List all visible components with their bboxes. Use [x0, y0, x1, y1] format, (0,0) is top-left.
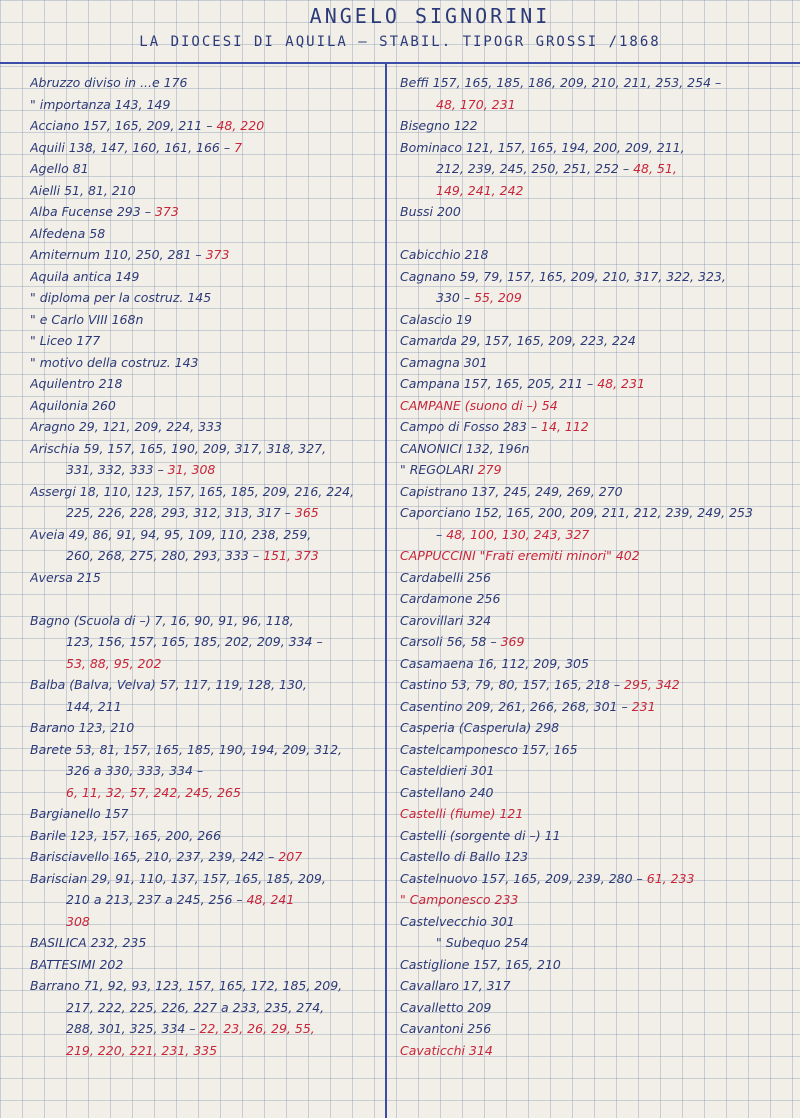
index-entry [30, 696, 380, 718]
entry-text: " Subequo 254 [436, 935, 529, 950]
entry-text: Aragno 29, 121, 209, 224, 333 [30, 419, 222, 434]
index-entry [400, 803, 792, 825]
index-entry [400, 137, 792, 159]
index-entry [30, 674, 380, 696]
entry-text: 144, 211 [66, 698, 122, 714]
index-entry [400, 395, 792, 417]
index-entry [30, 72, 380, 94]
entry-text: 123, 156, 157, 165, 185, 202, 209, 334 – [66, 634, 323, 649]
entry-text: " REGOLARI [400, 462, 474, 477]
entry-text: Camarda 29, 157, 165, 209, 223, 224 [400, 333, 636, 348]
index-entry [400, 438, 792, 460]
entry-text: Bagno (Scuola di –) 7, 16, 90, 91, 96, 118, [30, 612, 294, 628]
index-entry [30, 330, 380, 352]
index-entry [400, 94, 792, 116]
index-entry [400, 309, 792, 331]
entry-red-pages: 48, 241 [242, 892, 295, 907]
index-entry [400, 567, 792, 589]
index-entry [400, 416, 792, 438]
entry-red-pages: 14, 112 [537, 419, 589, 434]
index-entry [30, 567, 380, 589]
index-entry [30, 868, 380, 890]
index-entry [400, 158, 792, 180]
index-entry [400, 631, 792, 653]
entry-text: 330 – [436, 290, 471, 305]
entry-text: Aielli 51, 81, 210 [30, 182, 136, 198]
entry-text: Carovillari 324 [400, 612, 492, 628]
index-entry [400, 782, 792, 804]
entry-text: Campo di Fosso 283 – [400, 419, 538, 434]
entry-text: Castino 53, 79, 80, 157, 165, 218 – [400, 677, 621, 692]
entry-text: Aveia 49, 86, 91, 94, 95, 109, 110, 238, 259, [30, 526, 312, 542]
index-entry [30, 115, 380, 137]
entry-text: 260, 268, 275, 280, 293, 333 – [66, 548, 260, 563]
index-entry [30, 760, 380, 782]
index-entry [30, 180, 380, 202]
entry-red-pages: 61, 233 [642, 870, 695, 886]
entry-text: Casteldieri 301 [400, 763, 495, 778]
entry-text: CAMPANE (suono di –) 54 [400, 397, 558, 413]
index-entry [400, 954, 792, 976]
index-entry [400, 1040, 792, 1062]
entry-red-pages: 48, 231 [593, 376, 645, 391]
entry-text: Cavaticchi 314 [400, 1042, 493, 1058]
index-entry [400, 932, 792, 954]
index-entry [400, 653, 792, 675]
index-entry [400, 244, 792, 266]
entry-text: Casentino 209, 261, 266, 268, 301 – [400, 698, 628, 714]
index-entry [30, 739, 380, 761]
entry-text: Camagna 301 [400, 354, 488, 370]
entry-text: 210 a 213, 237 a 245, 256 – [66, 892, 243, 907]
index-column-left [30, 72, 380, 1061]
entry-text: Campana 157, 165, 205, 211 – [400, 376, 594, 391]
entry-text: Barano 123, 210 [30, 720, 135, 735]
index-entry [400, 287, 792, 309]
index-entry [30, 395, 380, 417]
entry-text: – [436, 526, 443, 542]
entry-text: 212, 239, 245, 250, 251, 252 – [436, 161, 630, 176]
entry-text: Bariscian 29, 91, 110, 137, 157, 165, 185, 209, [30, 870, 326, 886]
entry-red-pages: 31, 308 [163, 462, 216, 477]
entry-text: " Liceo 177 [30, 333, 101, 348]
entry-text: Cavallaro 17, 317 [400, 978, 511, 993]
index-entry [30, 309, 380, 331]
index-entry [400, 610, 792, 632]
index-entry [400, 760, 792, 782]
entry-text: BASILICA 232, 235 [30, 935, 147, 950]
index-entry [400, 911, 792, 933]
index-entry [400, 975, 792, 997]
author-name: ANGELO SIGNORINI [309, 4, 551, 28]
entry-text: Aquilonia 260 [30, 397, 116, 413]
entry-text: " motivo della costruz. 143 [30, 354, 199, 370]
entry-red-pages: 48, 220 [212, 118, 265, 133]
entry-red-pages: 365 [290, 505, 319, 520]
index-entry [30, 717, 380, 739]
entry-text: Carsoli 56, 58 – [400, 634, 497, 649]
index-entry [30, 223, 380, 245]
index-entry [30, 911, 380, 933]
blank-line [400, 223, 792, 245]
index-entry [30, 94, 380, 116]
index-entry [30, 846, 380, 868]
index-entry [400, 352, 792, 374]
entry-text: Castelvecchio 301 [400, 913, 515, 929]
source-reference: LA DIOCESI DI AQUILA – STABIL. TIPOGR GROSSI /1868 [139, 34, 661, 50]
entry-text: Abruzzo diviso in ...e 176 [30, 75, 188, 90]
index-entry [400, 997, 792, 1019]
entry-text: Beffi 157, 165, 185, 186, 209, 210, 211, 253, 254 – [400, 75, 722, 90]
index-entry [400, 889, 792, 911]
index-entry [400, 545, 792, 567]
index-entry [30, 137, 380, 159]
entry-text: 326 a 330, 333, 334 – [66, 763, 204, 778]
entry-text: Bargianello 157 [30, 806, 129, 821]
entry-red-pages: 22, 23, 26, 29, 55, [195, 1021, 315, 1036]
index-entry [400, 459, 792, 481]
index-entry [400, 868, 792, 890]
entry-red-pages: 151, 373 [259, 548, 319, 563]
entry-text: Bominaco 121, 157, 165, 194, 200, 209, 211, [400, 139, 685, 155]
entry-text: Castiglione 157, 165, 210 [400, 956, 561, 972]
entry-text: Cavantoni 256 [400, 1021, 492, 1036]
index-entry [30, 158, 380, 180]
entry-text: Aquilentro 218 [30, 376, 123, 391]
index-entry [30, 201, 380, 223]
page-header [0, 4, 800, 50]
index-entry [400, 330, 792, 352]
index-entry [30, 1018, 380, 1040]
entry-text: Aquila antica 149 [30, 268, 140, 284]
entry-text: Aversa 215 [30, 569, 101, 585]
entry-red-pages: 53, 88, 95, 202 [66, 655, 162, 671]
index-entry [30, 825, 380, 847]
index-entry [400, 588, 792, 610]
entry-text: Cagnano 59, 79, 157, 165, 209, 210, 317, 322, 323, [400, 268, 726, 284]
entry-text: 288, 301, 325, 334 – [66, 1021, 196, 1036]
entry-text: " e Carlo VIII 168n [30, 311, 144, 327]
entry-text: Balba (Balva, Velva) 57, 117, 119, 128, 130, [30, 677, 307, 692]
index-entry [400, 717, 792, 739]
entry-text: Bisegno 122 [400, 118, 478, 133]
index-entry [30, 975, 380, 997]
index-entry [400, 266, 792, 288]
entry-text: Castelli (sorgente di –) 11 [400, 827, 561, 843]
index-entry [400, 739, 792, 761]
entry-text: Arischia 59, 157, 165, 190, 209, 317, 318, 327, [30, 440, 327, 456]
entry-text: CANONICI 132, 196n [400, 440, 530, 456]
entry-text: Cardamone 256 [400, 591, 501, 606]
entry-text: 331, 332, 333 – [66, 462, 164, 477]
entry-red-pages: 231 [627, 698, 656, 714]
entry-red-pages: 48, 51, [629, 161, 677, 176]
entry-red-pages: 207 [274, 849, 303, 864]
index-entry [30, 782, 380, 804]
entry-text: Calascio 19 [400, 311, 472, 327]
entry-text: 225, 226, 228, 293, 312, 313, 317 – [66, 505, 291, 520]
entry-text: Barile 123, 157, 165, 200, 266 [30, 827, 222, 843]
index-entry [30, 524, 380, 546]
entry-text: Castello di Ballo 123 [400, 849, 529, 864]
entry-text: " importanza 143, 149 [30, 96, 171, 112]
entry-text: Bussi 200 [400, 204, 461, 219]
entry-text: Capistrano 137, 245, 249, 269, 270 [400, 483, 623, 499]
index-entry [30, 266, 380, 288]
entry-red-pages: 48, 100, 130, 243, 327 [442, 526, 590, 542]
header-divider [0, 62, 800, 64]
index-entry [400, 115, 792, 137]
entry-text: Cabicchio 218 [400, 247, 489, 262]
entry-text: 217, 222, 225, 226, 227 a 233, 235, 274, [66, 999, 325, 1015]
index-entry [30, 610, 380, 632]
entry-text: Alfedena 58 [30, 225, 106, 241]
entry-text: Agello 81 [30, 161, 89, 176]
entry-red-pages: 55, 209 [470, 290, 522, 305]
entry-red-pages: 6, 11, 32, 57, 242, 245, 265 [66, 784, 241, 800]
blank-line [30, 588, 380, 610]
entry-red-pages: 279 [473, 462, 502, 477]
entry-text: Barete 53, 81, 157, 165, 185, 190, 194, 209, 312, [30, 741, 342, 757]
entry-text: " Camponesco 233 [400, 892, 519, 907]
index-entry [400, 1018, 792, 1040]
index-entry [400, 846, 792, 868]
entry-red-pages: 295, 342 [620, 677, 680, 692]
entry-red-pages: 48, 170, 231 [436, 96, 516, 112]
index-entry [400, 201, 792, 223]
index-entry [30, 631, 380, 653]
index-entry [30, 373, 380, 395]
entry-text: Amiternum 110, 250, 281 – [30, 247, 202, 262]
entry-text: Casperia (Casperula) 298 [400, 720, 560, 735]
entry-red-pages: 373 [201, 247, 230, 262]
entry-text: Castelnuovo 157, 165, 209, 239, 280 – [400, 870, 643, 886]
entry-red-pages: 308 [66, 913, 90, 929]
index-entry [400, 674, 792, 696]
index-entry [30, 416, 380, 438]
index-entry [30, 502, 380, 524]
entry-text: Barrano 71, 92, 93, 123, 157, 165, 172, 185, 209, [30, 978, 343, 993]
entry-text: Castellano 240 [400, 784, 494, 800]
index-entry [30, 545, 380, 567]
index-entry [30, 1040, 380, 1062]
index-entry [400, 502, 792, 524]
index-column-right [400, 72, 792, 1061]
entry-red-pages: 7 [230, 139, 243, 155]
index-entry [30, 481, 380, 503]
entry-text: Cavalletto 209 [400, 999, 492, 1015]
entry-red-pages: 373 [150, 204, 179, 219]
index-entry [400, 524, 792, 546]
entry-text: Aquili 138, 147, 160, 161, 166 – [30, 139, 231, 155]
index-entry [30, 932, 380, 954]
entry-text: BATTESIMI 202 [30, 956, 124, 972]
entry-red-pages: 219, 220, 221, 231, 335 [66, 1042, 218, 1058]
entry-text: Acciano 157, 165, 209, 211 – [30, 118, 213, 133]
entry-text: Castelcamponesco 157, 165 [400, 741, 578, 757]
entry-text: CAPPUCCINI "Frati eremiti minori" 402 [400, 548, 640, 563]
index-entry [30, 653, 380, 675]
index-entry [400, 180, 792, 202]
index-entry [400, 825, 792, 847]
entry-text: Cardabelli 256 [400, 569, 491, 585]
index-entry [30, 803, 380, 825]
index-entry [30, 459, 380, 481]
entry-text: Barisciavello 165, 210, 237, 239, 242 – [30, 849, 275, 864]
index-entry [30, 352, 380, 374]
entry-text: Castelli (fiume) 121 [400, 806, 524, 821]
index-entry [30, 954, 380, 976]
column-divider [385, 62, 387, 1118]
index-entry [400, 373, 792, 395]
entry-text: Alba Fucense 293 – [30, 204, 151, 219]
index-entry [30, 244, 380, 266]
entry-text: Casamaena 16, 112, 209, 305 [400, 655, 589, 671]
index-entry [400, 72, 792, 94]
index-entry [30, 287, 380, 309]
index-entry [30, 889, 380, 911]
index-entry [30, 438, 380, 460]
entry-text: Assergi 18, 110, 123, 157, 165, 185, 209, 216, 224, [30, 483, 355, 499]
index-entry [30, 997, 380, 1019]
index-entry [400, 696, 792, 718]
entry-text: Caporciano 152, 165, 200, 209, 211, 212, 239, 249, 253 [400, 505, 753, 520]
entry-text: " diploma per la costruz. 145 [30, 290, 212, 305]
entry-red-pages: 149, 241, 242 [436, 182, 524, 198]
entry-red-pages: 369 [496, 634, 525, 649]
index-entry [400, 481, 792, 503]
